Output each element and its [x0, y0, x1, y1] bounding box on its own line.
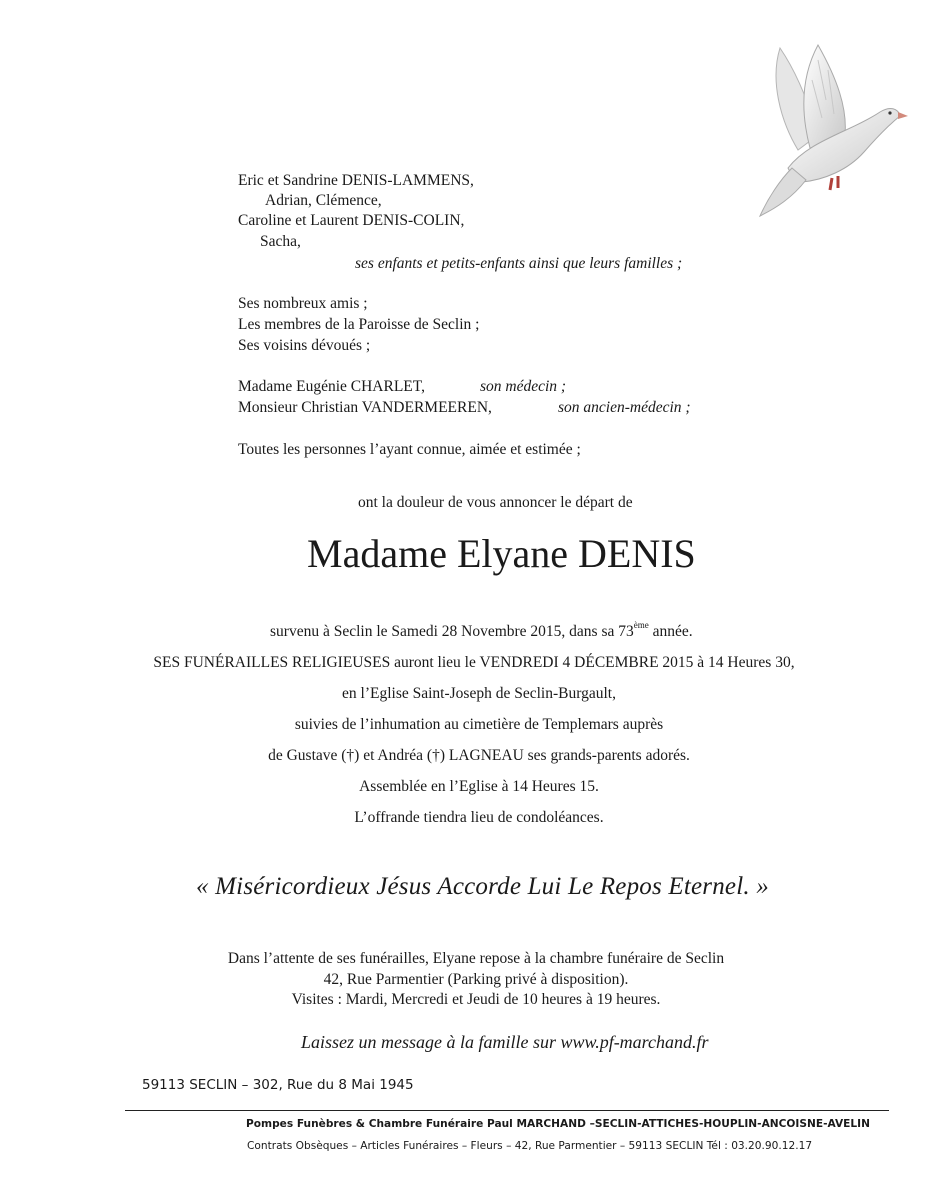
family-line-2: Adrian, Clémence, [265, 192, 382, 209]
announce-line: ont la douleur de vous annoncer le départ de [358, 494, 633, 511]
doctor-name-2: Monsieur Christian VANDERMEEREN, [238, 399, 492, 416]
friends-line-3: Ses voisins dévoués ; [238, 337, 371, 354]
footer-contracts: Contrats Obsèques – Articles Funéraires – Fleurs – 42, Rue Parmentier – 59113 SECLIN Tél : 03.20.90.12.17 [247, 1140, 813, 1152]
deceased-name: Madame Elyane DENIS [307, 531, 696, 576]
grandparents-line: de Gustave (†) et Andréa (†) LAGNEAU ses grands-parents adorés. [268, 747, 690, 764]
death-line [270, 620, 693, 641]
message-link[interactable]: Laissez un message à la famille sur www.pf-marchand.fr [301, 1032, 709, 1052]
friends-line-1: Ses nombreux amis ; [238, 295, 368, 312]
funeral-line: SES FUNÉRAILLES RELIGIEUSES auront lieu le VENDREDI 4 DÉCEMBRE 2015 à 14 Heures 30, [153, 654, 795, 671]
church-line: en l’Eglise Saint-Joseph de Seclin-Burgault, [342, 685, 616, 702]
offering-line: L’offrande tiendra lieu de condoléances. [354, 809, 604, 826]
all-people-line: Toutes les personnes l’ayant connue, aimée et estimée ; [238, 441, 581, 458]
death-line-end: année. [648, 623, 693, 640]
doctor-name-1: Madame Eugénie CHARLET, [238, 378, 425, 395]
visits-line-1: Dans l’attente de ses funérailles, Elyane repose à la chambre funéraire de Seclin [227, 950, 725, 967]
dove-icon [740, 40, 912, 222]
friends-line-2: Les membres de la Paroisse de Seclin ; [238, 316, 480, 333]
family-note: ses enfants et petits-enfants ainsi que leurs familles ; [355, 255, 683, 272]
footer-company: Pompes Funèbres & Chambre Funéraire Paul MARCHAND –SECLIN-ATTICHES-HOUPLIN-ANCOISNE-AVELIN [246, 1118, 870, 1130]
family-line-3: Caroline et Laurent DENIS-COLIN, [238, 212, 465, 229]
prayer-quote: « Miséricordieux Jésus Accorde Lui Le Repos Eternel. » [196, 873, 769, 900]
visits-line-3: Visites : Mardi, Mercredi et Jeudi de 10 heures à 19 heures. [291, 991, 661, 1008]
burial-line: suivies de l’inhumation au cimetière de Templemars auprès [294, 716, 664, 733]
family-line-1: Eric et Sandrine DENIS-LAMMENS, [238, 172, 474, 189]
visits-line-2: 42, Rue Parmentier (Parking privé à disposition). [323, 971, 629, 988]
death-line-main: survenu à Seclin le Samedi 28 Novembre 2015, dans sa 73 [270, 623, 634, 640]
death-line-sup: ème [633, 620, 649, 630]
footer-divider [125, 1110, 889, 1111]
family-line-4: Sacha, [260, 233, 301, 250]
doctor-role-1: son médecin ; [480, 378, 567, 395]
doctor-role-2: son ancien-médecin ; [558, 399, 691, 416]
footer-address: 59113 SECLIN – 302, Rue du 8 Mai 1945 [142, 1077, 414, 1093]
assembly-line: Assemblée en l’Eglise à 14 Heures 15. [359, 778, 599, 795]
